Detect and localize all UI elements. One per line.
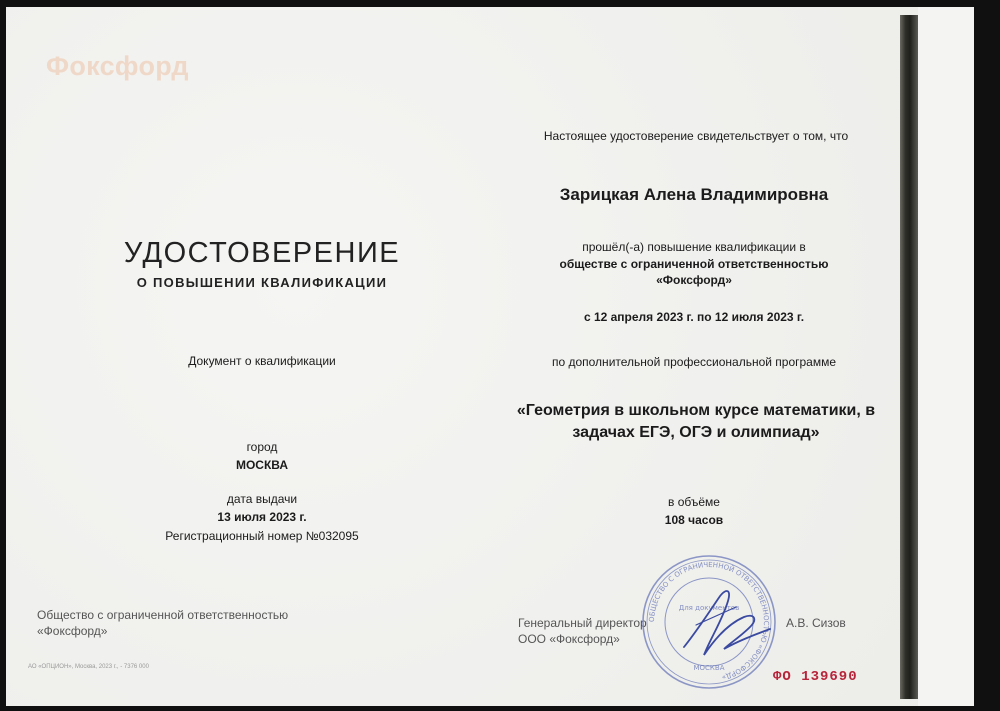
director-title: Генеральный директор (518, 616, 647, 630)
city-value: МОСКВА (235, 458, 289, 472)
completed-line: прошёл(-а) повышение квалификации в (582, 240, 806, 254)
program-label: по дополнительной профессиональной программе (551, 355, 837, 369)
serial-number: ФО 139690 (773, 669, 858, 685)
volume-value: 108 часов (664, 513, 724, 527)
scan-edge (918, 7, 974, 706)
volume-label: в объёме (668, 495, 720, 509)
city-label: город (246, 440, 278, 454)
brand-logo: Фоксфорд (46, 51, 189, 81)
issuer-org-line1: Общество с ограниченной ответственностью (37, 608, 289, 622)
org-line: обществе с ограниченной ответственностью (559, 257, 829, 271)
stamp-ring-text: ОБЩЕСТВО С ОГРАНИЧЕННОЙ ОТВЕТСТВЕННОСТЬЮ «ФОКСФОРД» (647, 560, 771, 682)
director-name: А.В. Сизов (786, 616, 846, 630)
program-name: «Геометрия в школьном курсе математики, в задачах ЕГЭ, ОГЭ и олимпиад» (516, 402, 876, 441)
certificate-title: УДОСТОВЕРЕНИЕ (123, 237, 401, 269)
registration-number: Регистрационный номер №032095 (165, 529, 359, 543)
intro-text: Настоящее удостоверение свидетельствует о том, что (543, 129, 849, 143)
certificate-subtitle: О ПОВЫШЕНИИ КВАЛИФИКАЦИИ (136, 275, 388, 290)
study-period: с 12 апреля 2023 г. по 12 июля 2023 г. (583, 310, 805, 324)
recipient-name: Зарицкая Алена Владимировна (559, 185, 829, 204)
stamp-center-text: Для документов (678, 604, 740, 612)
issue-date-label: дата выдачи (226, 492, 298, 506)
document-type: Документ о квалификации (188, 354, 336, 368)
director-signature (666, 577, 776, 667)
binding-fold (900, 15, 918, 699)
certificate-sheet (6, 7, 974, 706)
org-name: «Фоксфорд» (656, 273, 732, 287)
print-note: АО «ОПЦИОН», Москва, 2023 г., - 7376 000 (28, 664, 149, 670)
issue-date-value: 13 июля 2023 г. (217, 510, 307, 524)
stamp-city-text: МОСКВА (693, 664, 725, 672)
director-block (518, 615, 647, 647)
director-org: ООО «Фоксфорд» (518, 632, 620, 646)
issuer-org-line2: «Фоксфорд» (37, 624, 108, 638)
